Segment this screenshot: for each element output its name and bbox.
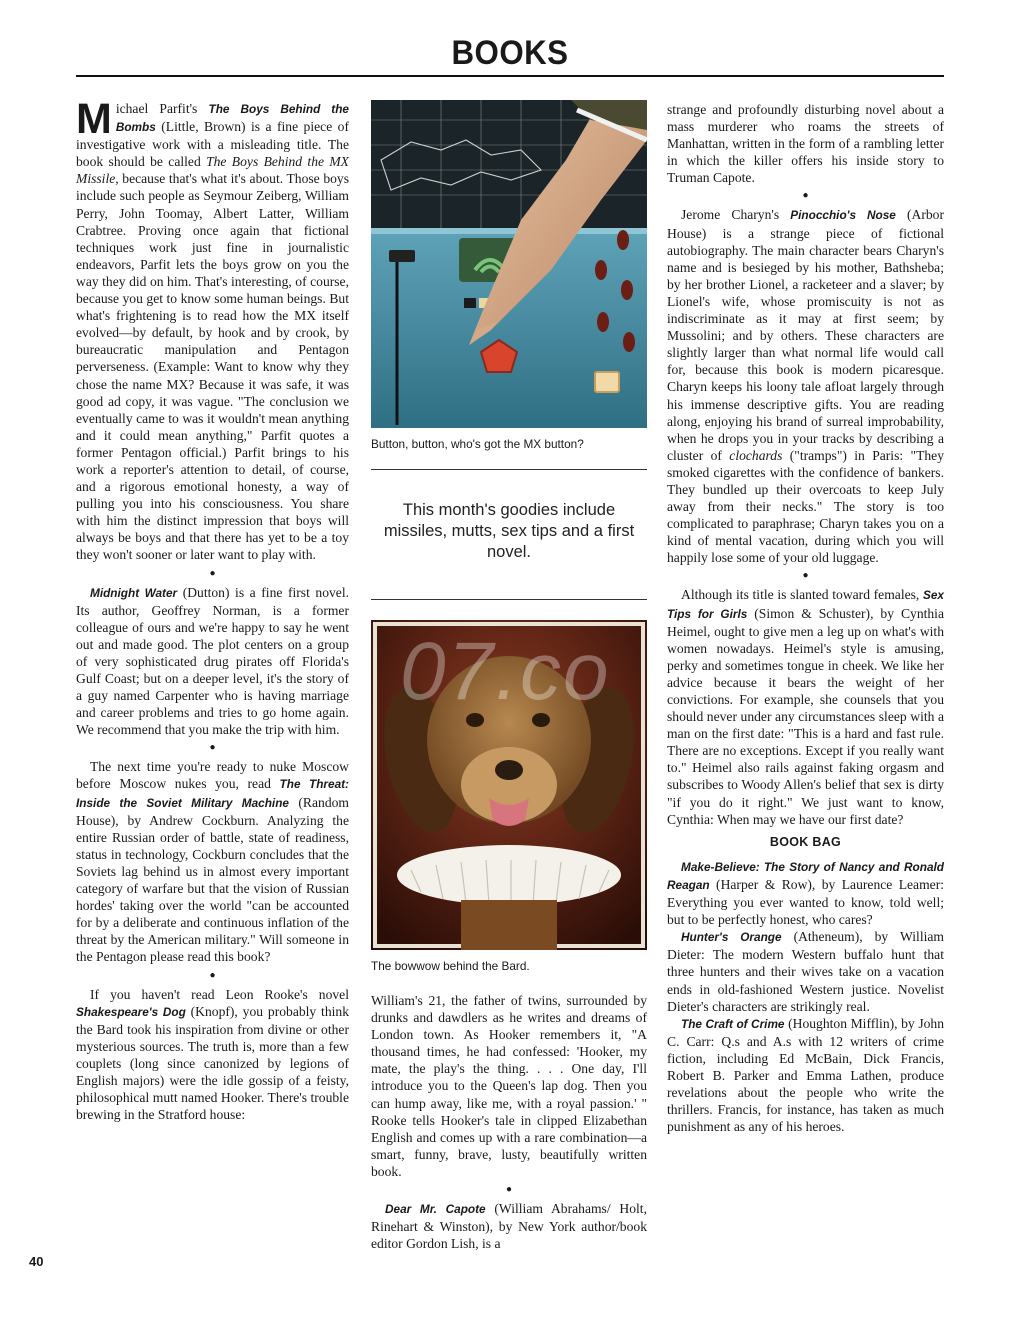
bookbag-make-believe [667, 858, 944, 928]
text-run: (William Abrahams/ Holt, Rinehart & Winston), by New York author/book editor Gordon Lish, is a [371, 1201, 647, 1252]
review-pinocchios-nose [667, 206, 944, 566]
text-run: (Arbor House) is a strange piece of fictional autobiography. The main character bears Charyn's name and is besieged by his mother, Bathsheba; by her brother Lionel, a racketeer and a slaver; by Lionel's wife, whose promiscuity is not as indiscriminate as it may at first seem; by Mussolini; and by others. These characters are slightly larger than what normal life would call for, because this book is modern picaresque. Charyn keeps his loony tale afloat largely through his immense descriptive gifts. You are reading along, enjoying his brand of surreal improbability, when he drops you in your tracks by describing a cluster of [667, 207, 944, 463]
text-run: Jerome Charyn's [681, 207, 791, 223]
mx-button-illustration [371, 100, 647, 452]
review-sex-tips-for-girls [667, 586, 944, 827]
dog-illustration [371, 620, 647, 974]
book-title: Dear Mr. Capote [385, 1202, 486, 1217]
text-run: (Simon & Schuster), by Cynthia Heimel, ought to give men a leg up on what's with women nowadays. Heimel's style is amusing, perky and sometimes tongue in cheek. We like her advice because it bears the weight of her convictions. For example, she counsels that you should never under any circumstances sleep with a man on the first date: "This is a hard and fast rule. There are no exceptions. Except if you really want to." Heimel also rails against faking orgasm and subscribes to Woody Allen's belief that sex is dirty "if you do it right." We just want to know, Cynthia: When may we have our first date? [667, 605, 944, 827]
bullet-separator: ● [209, 742, 216, 754]
review-midnight-water [76, 584, 349, 739]
page-number: 40 [29, 1254, 44, 1269]
right-column [667, 101, 944, 1135]
book-title: The Craft of Crime [681, 1016, 785, 1031]
book-title: The Boys Behind the Bombs [115, 102, 349, 135]
dog-ruff-image [371, 620, 647, 950]
figure-caption: The bowwow behind the Bard. [371, 959, 530, 973]
text-run: (Harper & Row), by Laurence Leamer: Everything you ever wanted to know, told well; but to be perfectly honest, who cares? [667, 876, 944, 928]
bullet-separator: ● [209, 969, 216, 981]
book-title: Midnight Water [90, 585, 178, 600]
pullquote: This month's goodies include missiles, mutts, sex tips and a first novel. [383, 501, 635, 561]
watermark: 07.co [400, 626, 611, 717]
review-dear-mr-capote [371, 1200, 647, 1252]
book-bag-heading: BOOK BAG [769, 834, 842, 849]
text-run: (Little, Brown) is a fine piece of investigative work with a misleading title. The book should be called [76, 119, 349, 170]
book-title: Sex Tips for Girls [667, 588, 944, 621]
article-intro [76, 95, 349, 564]
section-title: BOOKS [451, 34, 569, 72]
review-the-threat [76, 758, 349, 965]
italic-word: clochards [729, 447, 783, 463]
text-run: If you haven't read Leon Rooke's novel [90, 986, 349, 1002]
bookbag-craft-of-crime [667, 1015, 944, 1136]
text-run: ("tramps") in Paris: "They smoked cigarettes with the confidence of bankers. They bundled up their overcoats to keep July away from their necks." The story is too complicated to paraphrase; Charyn takes you on a kind of mental vacation, during which you will happily lose some of your old luggage. [667, 447, 944, 566]
drop-cap: M [76, 95, 112, 143]
text-run: (Houghton Mifflin), by John C. Carr: Q.s and A.s with 12 writers of crime fiction, including Ed McBain, Dick Francis, Robert B. Parker and Emma Lathen, produce revelations about the people who write the thrillers. Francis, for instance, has taken as much punishment as any of his heroes. [667, 1015, 945, 1135]
text-run: ichael Parfit's [115, 101, 209, 116]
text-run: (Knopf), you probably think the Bard took his inspiration from divine or other mysterious sources. The truth is, more than a few couplets (long since canonized by legions of English majors) were the idle gossip of a feisty, philosophical mutt named Hooker. There's trouble brewing in the Stratford house: [76, 1003, 349, 1123]
text-run: (Random House), by Andrew Cockburn. Analyzing the entire Russian order of battle, state of readiness, status in technology, Cockburn concludes that the Soviets lag behind us in almost every important category of warfare but that the vision of Russian hordes' taking over the world "can be accounted for by a deliberate and continuous inflation of the threat by the American military." Will someone in the Pentagon please read this book? [76, 794, 349, 965]
pullquote-rule-top [371, 469, 647, 470]
pullquote-rule-bottom [371, 599, 647, 600]
review-shakespeares-dog [76, 986, 349, 1124]
text-run: Although its title is slanted toward females, [681, 587, 923, 603]
book-title: Shakespeare's Dog [76, 1004, 186, 1019]
bullet-separator: ● [802, 190, 809, 202]
review-shakespeares-dog-continued: William's 21, the father of twins, surrounded by drunks and dawdlers as he writes and dreams of London town. As Hooker remembers it, "A thousand times, he had confessed: 'Hooker, my mate, the play's the thing. . . . One day, I'll introduce you to the Queen's lap dog. Then you can hump away, like me, with a royal passion.' " Rooke tells Hooker's tale in clipped Elizabethan English and comes up with a rare combination—a smart, funny, brave, lusty, beautifully written book. [371, 993, 647, 1179]
figure-caption: Button, button, who's got the MX button? [371, 437, 584, 451]
bullet-separator: ● [209, 567, 216, 579]
text-run: (Dutton) is a fine first novel. Its author, Geoffrey Norman, is a former colleague of ours and we're happy to say he went out and made good. The plot centers on a group of very sophisticated drug pirates off Florida's Gulf Coast; but on a deeper level, it's the story of a guy named Carpenter who is having marriage and career problems and tries to go home again. We recommend that you make the trip with him. [76, 584, 350, 738]
bullet-separator: ● [802, 570, 809, 582]
review-dear-mr-capote-continued: strange and profoundly disturbing novel about a mass murderer who roams the streets of Manhattan, written in the form of a rambling letter in which the killer offers his inside story to Truman Capote. [667, 102, 944, 186]
book-title: Make-Believe: The Story of Nancy and Ronald Reagan [667, 859, 944, 892]
bullet-separator: ● [505, 1184, 513, 1196]
book-title: Pinocchio's Nose [790, 208, 896, 223]
text-run: because that's what it's about. Those boys include such people as Seymour Zeiberg, William Perry, John Toomay, Albert Latter, William Crabtree. Proving once again that fictional techniques work just fine in journalistic endeavors, Parfit lets the boys grow on you the way they did on him. That's interesting, of course, because you get to know some human beings. But what's frightening is to read how the MX itself evolved—by default, by hook and by crook, by bureaucratic manipulation and Pentagon perverseness. (Example: Want to know why they chose the name MX? Because it was safe, it was good ad copy, it was vague. "The conclusion we eventually came to was it wouldn't mean anything and it could mean anything," Parfit quotes a former Pentagon official.) Parfit brings to his work a reporter's attention to detail, of course, and a rigorous emotional honesty, a way of pulling you into his consciousness. You share with him the distinct impression that boys will always be boys and that there has yet to be a toy they won't sooner or later want to play with. [76, 171, 349, 563]
header-rule [76, 75, 944, 77]
book-title: Hunter's Orange [681, 930, 782, 945]
italic-title: The Boys Behind the MX Missile, [76, 154, 349, 187]
left-column [76, 95, 350, 1123]
book-title: The Threat: Inside the Soviet Military Machine [76, 777, 349, 810]
middle-column [371, 100, 647, 1252]
mx-button-image [371, 100, 647, 428]
text-run: The next time you're ready to nuke Moscow before Moscow nukes you, read [76, 759, 349, 792]
bookbag-hunters-orange [667, 928, 944, 1014]
text-run: (Atheneum), by William Dieter: The modern Western buffalo hunt that three hunters and their wives take on a vacation ends in old-fashioned Western justice. Novelist Dieter's characters are strikingly real. [667, 929, 944, 1014]
